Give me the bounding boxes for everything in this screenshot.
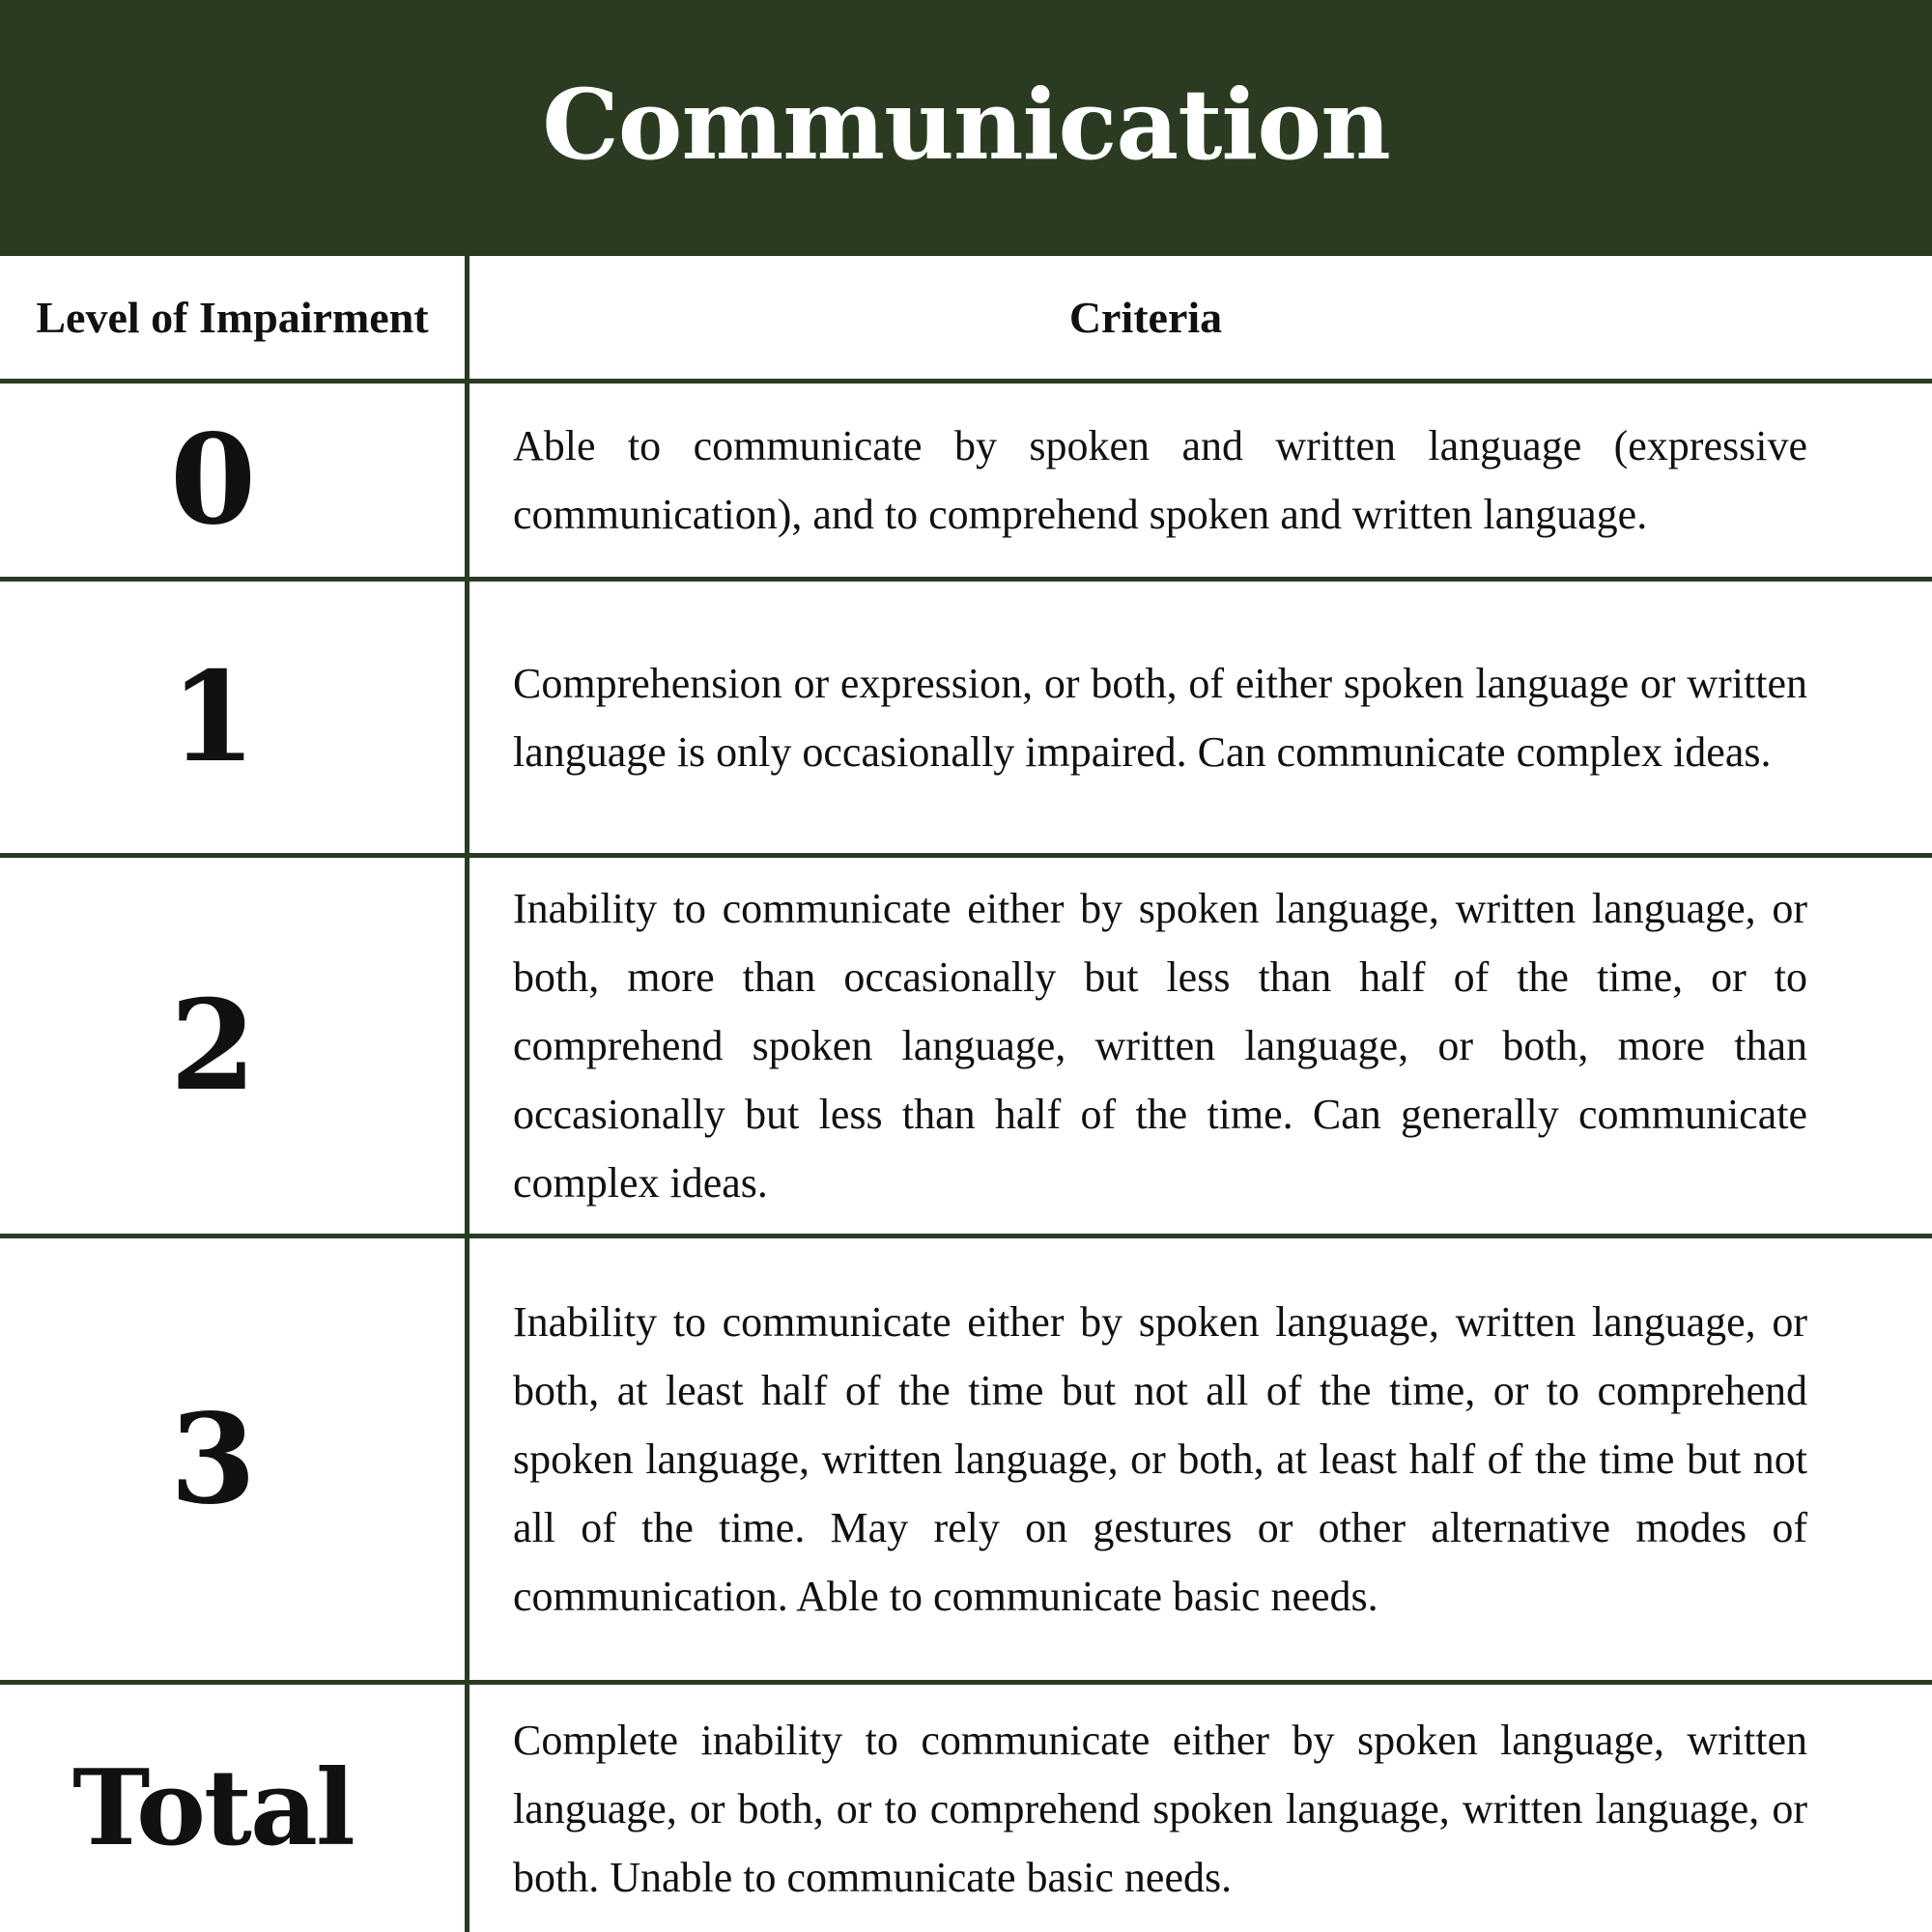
level-cell: 1 xyxy=(169,644,257,790)
level-cell: 2 xyxy=(169,973,257,1119)
header-criteria: Criteria xyxy=(1068,293,1223,342)
impairment-table xyxy=(0,256,1932,1932)
title-banner xyxy=(0,0,1932,256)
criteria-cell xyxy=(513,384,1807,577)
criteria-cell xyxy=(513,582,1807,853)
level-cell: Total xyxy=(72,1747,354,1869)
criteria-text: Comprehension or expression, or both, of either spoken language or written language is only occasionally impaired. Can communicate complex ideas. xyxy=(513,659,1807,776)
criteria-text: Inability to communicate either by spoken language, written language, or both, more than occasionally but less than half of the time, or to comprehend spoken language, written language, or both, more than occasionally but less than half of the time. Can generally communicate complex ideas. xyxy=(513,885,1807,1207)
level-cell: 3 xyxy=(169,1386,257,1532)
criteria-cell xyxy=(513,1238,1807,1680)
criteria-cell xyxy=(513,858,1807,1234)
criteria-text: Complete inability to communicate either by spoken language, written language, or both, or to comprehend spoken language, written language, or both. Unable to communicate basic needs. xyxy=(513,1716,1807,1901)
criteria-text: Able to communicate by spoken and written language (expressive communication), and to comprehend spoken and written language. xyxy=(513,422,1807,538)
page-title: Communication xyxy=(542,67,1390,182)
criteria-cell xyxy=(513,1685,1807,1932)
level-cell: 0 xyxy=(169,408,257,553)
criteria-text: Inability to communicate either by spoken language, written language, or both, at least half of the time but not all of the time, or to comprehend spoken language, written language, or both, at least half of the time but not all of the time. May rely on gestures or other alternative modes of communication. Able to communicate basic needs. xyxy=(513,1298,1807,1620)
header-level-of-impairment: Level of Impairment xyxy=(36,293,429,342)
